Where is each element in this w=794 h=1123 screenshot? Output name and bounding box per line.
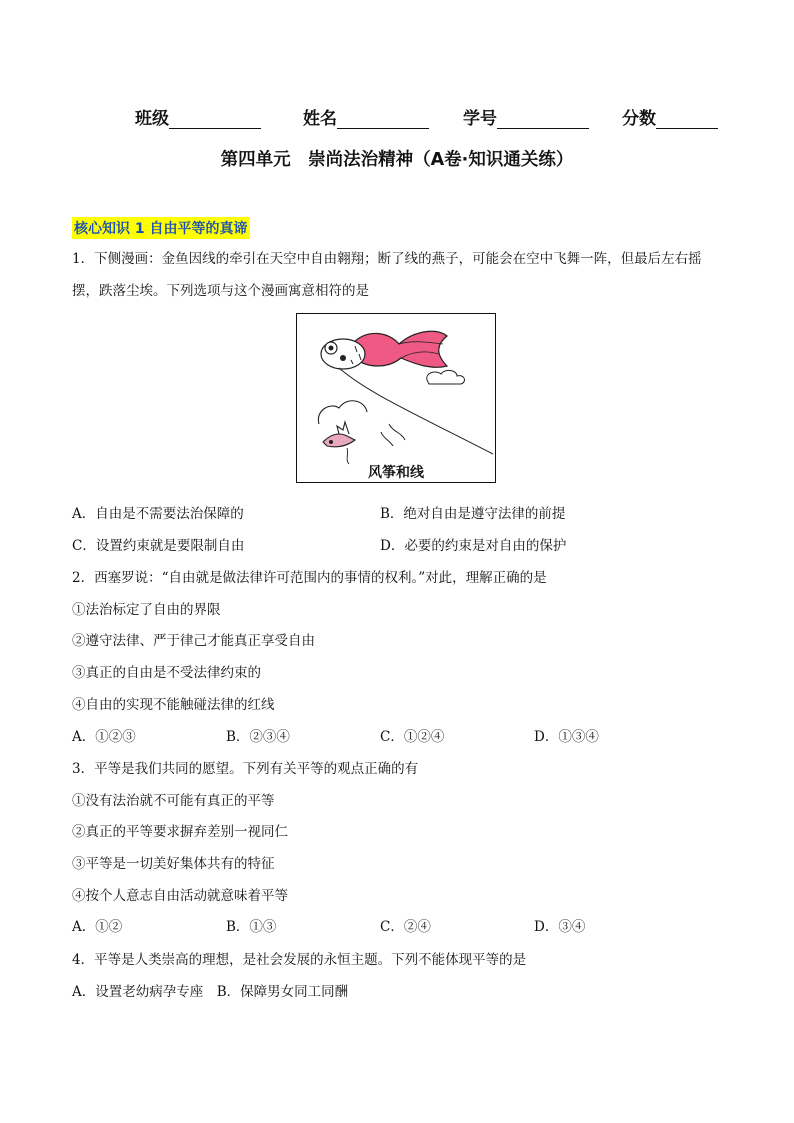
kite-cartoon <box>296 313 496 483</box>
q2-stem: 2．西塞罗说：“自由就是做法律许可范围内的事情的权利。”对此，理解正确的是 <box>72 570 547 586</box>
q2-option-d[interactable]: D．①③④ <box>534 729 599 745</box>
score-label: 分数 <box>622 109 656 129</box>
class-blank[interactable] <box>169 108 261 129</box>
student-id-label: 学号 <box>463 109 497 129</box>
q1-option-c[interactable]: C．设置约束就是要限制自由 <box>72 538 245 554</box>
section-heading: 核心知识 1 自由平等的真谛 <box>72 217 250 239</box>
q3-item-4: ④按个人意志自由活动就意味着平等 <box>72 888 288 904</box>
q3-stem: 3．平等是我们共同的愿望。下列有关平等的观点正确的有 <box>72 761 419 777</box>
student-id-field <box>463 104 589 129</box>
class-label: 班级 <box>135 109 169 129</box>
score-blank[interactable] <box>656 108 718 129</box>
q2-option-a[interactable]: A．①②③ <box>72 729 136 745</box>
q2-option-b[interactable]: B．②③④ <box>226 729 290 745</box>
name-field <box>303 104 429 129</box>
q3-item-3: ③平等是一切美好集体共有的特征 <box>72 856 275 872</box>
q2-item-3: ③真正的自由是不受法律约束的 <box>72 665 261 681</box>
score-field <box>622 104 718 129</box>
q1-stem-line2: 摆，跌落尘埃。下列选项与这个漫画寓意相符的是 <box>72 283 369 299</box>
q3-item-1: ①没有法治就不可能有真正的平等 <box>72 793 275 809</box>
class-field <box>135 104 261 129</box>
q1-stem-line1: 1．下侧漫画：金鱼因线的牵引在天空中自由翱翔；断了线的燕子，可能会在空中飞舞一阵，但最后左右摇 <box>72 251 702 267</box>
q2-option-c[interactable]: C．①②④ <box>380 729 445 745</box>
q1-option-d[interactable]: D．必要的约束是对自由的保护 <box>380 538 567 554</box>
student-info-row <box>0 104 794 130</box>
name-blank[interactable] <box>337 108 429 129</box>
cartoon-caption: 风筝和线 <box>368 465 424 481</box>
document-title: 第四单元 崇尚法治精神（A卷·知识通关练） <box>220 150 574 170</box>
q3-item-2: ②真正的平等要求摒弃差别一视同仁 <box>72 824 288 840</box>
q3-option-c[interactable]: C．②④ <box>380 919 431 935</box>
q2-item-1: ①法治标定了自由的界限 <box>72 602 221 618</box>
q1-option-b[interactable]: B．绝对自由是遵守法律的前提 <box>380 506 566 522</box>
q4-options-line[interactable]: A．设置老幼病孕专座 B．保障男女同工同酬 <box>72 984 349 1000</box>
kite-cartoon-illustration <box>297 314 497 484</box>
q2-item-4: ④自由的实现不能触碰法律的红线 <box>72 697 275 713</box>
q1-option-a[interactable]: A．自由是不需要法治保障的 <box>72 506 244 522</box>
q4-stem: 4．平等是人类崇高的理想，是社会发展的永恒主题。下列不能体现平等的是 <box>72 952 527 968</box>
q3-option-a[interactable]: A．①② <box>72 919 123 935</box>
q2-item-2: ②遵守法律、严于律己才能真正享受自由 <box>72 633 315 649</box>
student-id-blank[interactable] <box>497 108 589 129</box>
name-label: 姓名 <box>303 109 337 129</box>
q3-option-b[interactable]: B．①③ <box>226 919 277 935</box>
q3-option-d[interactable]: D．③④ <box>534 919 586 935</box>
